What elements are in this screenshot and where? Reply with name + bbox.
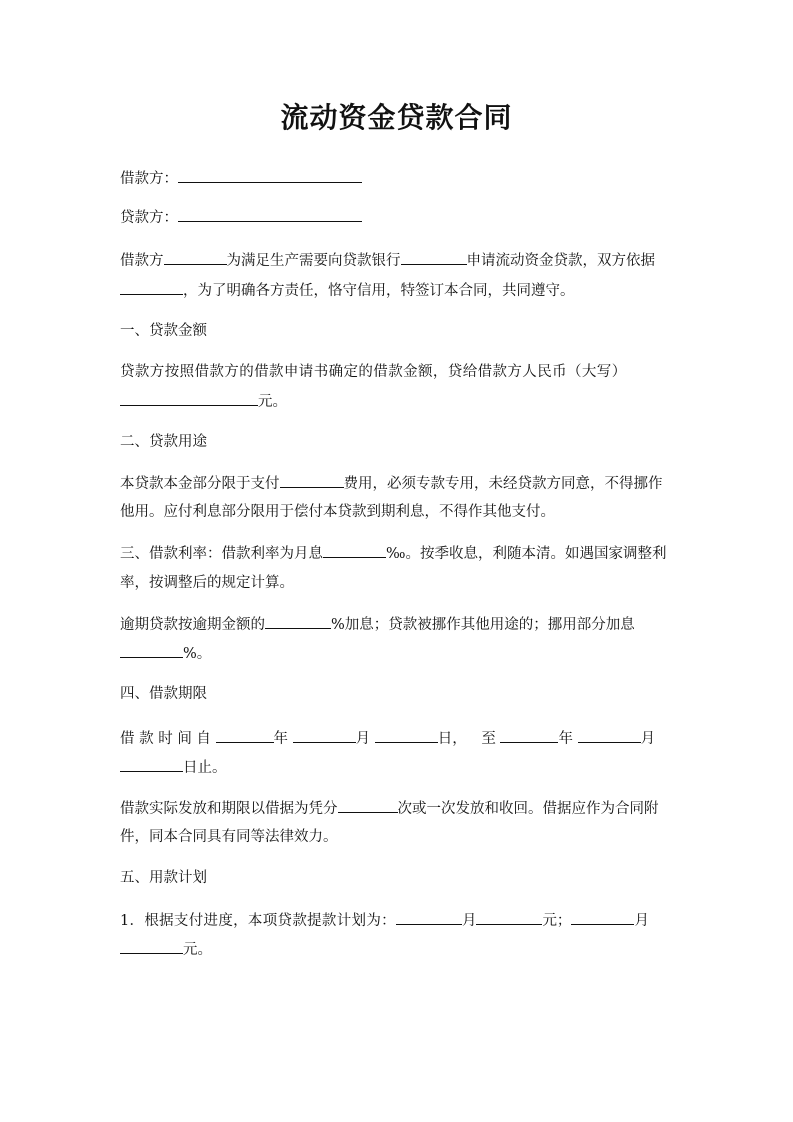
purpose-blank[interactable] [280,473,344,488]
section-3-line-3 [120,614,675,635]
intro-text: 申请流动资金贷款，双方依据 [466,253,655,269]
document-title: 流动资金贷款合同 [280,101,513,134]
section-5-line-2 [120,939,675,960]
section-4-line-4: 件，同本合同具有同等法律效力。 [120,829,338,845]
start-day-blank[interactable] [375,728,438,743]
end-year-blank[interactable] [500,728,558,743]
section-2-heading: 二、贷款用途 [120,434,207,450]
section-4-text: 日， [437,731,467,747]
installments-blank[interactable] [338,798,398,813]
section-5-text: 月 [634,913,649,929]
misuse-rate-blank[interactable] [120,643,183,658]
intro-line-2 [120,280,675,301]
intro-line-1 [120,250,675,271]
section-2-line-2: 他用。应付利息部分限用于偿付本贷款到期利息，不得作其他支付。 [120,504,555,520]
section-4-text: 月 [355,731,371,747]
section-4-text: 日止。 [183,760,227,776]
lender-blank[interactable] [178,207,362,222]
section-4-text: 年 [558,731,573,747]
section-1-line-2 [120,391,675,412]
end-day-blank[interactable] [120,757,183,772]
amount-blank[interactable] [120,391,258,406]
start-month-blank[interactable] [293,728,356,743]
plan-amount-blank-2[interactable] [120,939,183,954]
section-3-text: ‰。按季收息，利随本清。如遇国家调整利 [386,546,667,562]
plan-month-blank-2[interactable] [571,910,634,925]
section-4-text: 借 款 时 间 自 [120,731,211,747]
section-5-heading: 五、用款计划 [120,870,207,886]
section-3-text: 逾期贷款按逾期金额的 [120,617,265,633]
section-1-heading: 一、贷款金额 [120,323,207,339]
intro-text: ，为了明确各方责任，恪守信用，特签订本合同，共同遵守。 [183,283,575,299]
section-3-text: %加息；贷款被挪作其他用途的；挪用部分加息 [331,617,635,633]
section-4-line-3 [120,798,675,819]
section-4-text: 次或一次发放和收回。借据应作为合同附 [397,801,659,817]
intro-borrower-blank[interactable] [164,250,227,265]
intro-bank-blank[interactable] [401,250,467,265]
section-4-text: 年 [273,731,289,747]
section-4-line-1 [120,728,675,749]
section-2-line-1 [120,473,675,494]
borrower-blank[interactable] [178,168,362,183]
section-1-line-1 [120,362,675,382]
section-5-text: 月 [461,913,477,929]
section-2-text: 费用，必须专款专用，未经贷款方同意，不得挪作 [343,476,663,492]
section-3-line-4 [120,643,675,664]
plan-amount-blank-1[interactable] [476,910,542,925]
section-5-text: 元。 [183,942,212,958]
borrower-label: 借款方： [120,171,178,187]
section-3-text: 三、借款利率：借款利率为月息 [120,546,323,562]
section-4-text: 借款实际发放和期限以借据为凭分 [120,801,338,817]
intro-text: 借款方 [120,253,164,269]
section-1-text: 元。 [258,394,287,410]
section-2-text: 本贷款本金部分限于支付 [120,476,280,492]
section-5-line-1 [120,910,675,931]
section-4-text: 月 [640,731,656,747]
section-5-text: 元； [542,913,572,929]
section-4-line-2 [120,757,675,778]
section-3-line-1 [120,543,675,564]
section-3-text: %。 [183,646,212,662]
section-3-line-2: 率，按调整后的规定计算。 [120,575,294,591]
plan-month-blank-1[interactable] [396,910,462,925]
lender-label: 贷款方： [120,210,178,226]
overdue-rate-blank[interactable] [265,614,331,629]
end-month-blank[interactable] [578,728,641,743]
intro-basis-blank[interactable] [120,280,183,295]
section-1-text: 贷款方按照借款方的借款申请书确定的借款金额，贷给借款方人民币（大写） [120,364,627,380]
section-4-text: 至 [481,731,496,747]
intro-text: 为满足生产需要向贷款银行 [226,253,401,269]
borrower-line [120,168,675,189]
section-4-heading: 四、借款期限 [120,686,207,702]
section-5-text: 1．根据支付进度，本项贷款提款计划为： [120,913,396,929]
lender-line [120,207,675,228]
rate-blank[interactable] [323,543,386,558]
start-year-blank[interactable] [216,728,274,743]
